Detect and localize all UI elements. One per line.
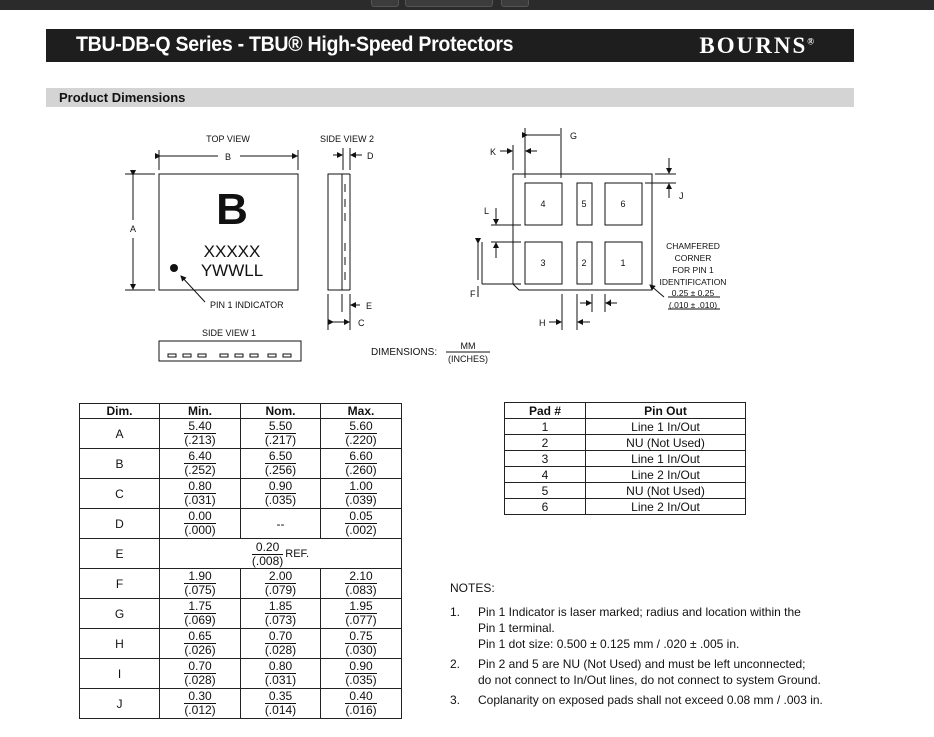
- svg-text:L: L: [484, 206, 490, 216]
- side-view-2-label: SIDE VIEW 2: [319, 134, 375, 144]
- marking-line-1: XXXXX: [203, 242, 261, 261]
- dimension-value: $\frac{6.40}{(.252)}$: [184, 449, 216, 477]
- table-row: [80, 479, 402, 509]
- pin-function: NU (Not Used): [586, 435, 746, 451]
- svg-text:1: 1: [620, 258, 626, 268]
- dimension-value: $\frac{0.20}{(.008)}$: [251, 539, 284, 568]
- dimension-value: $\frac{1.85}{(.073)}$: [264, 599, 297, 627]
- pin1-dot: [170, 264, 178, 272]
- max-value: [321, 689, 402, 719]
- max-value: [321, 659, 402, 689]
- document-title: TBU-DB-Q Series - TBU® High-Speed Protectors: [76, 33, 514, 56]
- dimension-value: $\frac{5.60}{(.220)}$: [345, 419, 377, 447]
- table-row: [505, 499, 746, 515]
- svg-text:I: I: [609, 298, 612, 308]
- min-value: [160, 629, 241, 659]
- dim-letter: J: [80, 689, 160, 719]
- dimension-value: $\frac{5.50}{(.217)}$: [264, 419, 297, 447]
- min-value: [160, 659, 241, 689]
- dimension-value: $\frac{0.65}{(.026)}$: [184, 629, 216, 657]
- svg-text:FOR PIN 1: FOR PIN 1: [672, 265, 714, 275]
- dimension-value: $\frac{0.70}{(.028)}$: [184, 659, 216, 687]
- min-value: [160, 569, 241, 599]
- dimension-value: $\frac{5.40}{(.213)}$: [184, 419, 216, 447]
- table-row: [80, 659, 402, 689]
- nom-value: [241, 659, 321, 689]
- svg-text:D: D: [367, 151, 374, 161]
- dimension-value: $\frac{0.90}{(.035)}$: [264, 479, 297, 507]
- dim-letter: I: [80, 659, 160, 689]
- note-item: 1. Pin 1 Indicator is laser marked; radius and location within the Pin 1 terminal. Pin 1 dot size: 0.500 ± 0.125 mm / .020 ± .005 in.: [450, 605, 801, 651]
- nom-value: [241, 629, 321, 659]
- table-row: [505, 435, 746, 451]
- svg-text:3: 3: [540, 258, 546, 268]
- notes: [450, 580, 870, 712]
- note-item: 2. Pin 2 and 5 are NU (Not Used) and must be left unconnected; do not connect to In/Out lines, do not connect to system Ground.: [450, 657, 821, 687]
- dimension-value: $\frac{1.90}{(.075)}$: [184, 569, 216, 597]
- dimensions-table: [79, 403, 402, 719]
- dim-letter: E: [80, 539, 160, 569]
- table-row: [80, 509, 402, 539]
- bourns-b-logo: B: [216, 185, 248, 234]
- nom-value: [241, 419, 321, 449]
- table-row: [80, 569, 402, 599]
- pin-function: Line 2 In/Out: [586, 467, 746, 483]
- dim-letter: G: [80, 599, 160, 629]
- dim-letter: H: [80, 629, 160, 659]
- pad-number: 2: [505, 435, 586, 451]
- table-row: [80, 419, 402, 449]
- dim-header: Dim.: [80, 404, 160, 419]
- max-value: [321, 599, 402, 629]
- section-title: Product Dimensions: [59, 90, 186, 105]
- dim-letter: C: [80, 479, 160, 509]
- dim-letter: D: [80, 509, 160, 539]
- chamfer-note: CHAMFERED: [666, 241, 720, 251]
- pinout-table: [504, 402, 746, 515]
- svg-text:6: 6: [620, 199, 626, 209]
- min-value: [160, 479, 241, 509]
- max-value: [321, 629, 402, 659]
- table-row: [505, 467, 746, 483]
- table-row: [80, 629, 402, 659]
- table-row: [80, 689, 402, 719]
- table-row: [505, 483, 746, 499]
- dimension-value: $\frac{1.95}{(.077)}$: [345, 599, 377, 627]
- table-row: [505, 451, 746, 467]
- dimension-value: $\frac{2.00}{(.079)}$: [264, 569, 297, 597]
- dimension-value: $\frac{1.75}{(.069)}$: [184, 599, 216, 627]
- nom-value: [241, 479, 321, 509]
- notes-heading: NOTES:: [450, 581, 495, 595]
- svg-text:F: F: [470, 289, 476, 299]
- nom-value: [241, 449, 321, 479]
- reference-value: $\frac{0.20}{(.008)}$ REF.: [160, 539, 402, 569]
- table-row: [505, 419, 746, 435]
- bourns-logo: BOURNS®: [699, 33, 814, 58]
- svg-text:(.010 ± .010): (.010 ± .010): [668, 300, 718, 310]
- dimension-value: $\frac{0.90}{(.035)}$: [345, 659, 377, 687]
- max-value: [321, 419, 402, 449]
- min-value: [160, 599, 241, 629]
- svg-text:J: J: [679, 191, 684, 201]
- nom-value: [241, 599, 321, 629]
- dimension-value: $\frac{0.30}{(.012)}$: [184, 689, 216, 717]
- svg-text:H: H: [539, 318, 546, 328]
- pin-function: Line 1 In/Out: [586, 419, 746, 435]
- min-value: [160, 509, 241, 539]
- max-header: Max.: [321, 404, 402, 419]
- svg-text:K: K: [490, 147, 497, 157]
- pin-function: Line 1 In/Out: [586, 451, 746, 467]
- svg-text:IDENTIFICATION: IDENTIFICATION: [659, 277, 727, 287]
- nom-value: [241, 569, 321, 599]
- dimension-value: $\frac{0.80}{(.031)}$: [264, 659, 297, 687]
- min-value: [160, 419, 241, 449]
- svg-text:C: C: [358, 318, 365, 328]
- pad-number: 6: [505, 499, 586, 515]
- dimension-value: $\frac{0.05}{(.002)}$: [345, 509, 377, 537]
- pad-header: Pad #: [505, 403, 586, 419]
- svg-text:G: G: [570, 131, 578, 141]
- svg-text:A: A: [129, 224, 137, 234]
- max-value: [321, 509, 402, 539]
- dimension-value: $\frac{0.00}{(.000)}$: [184, 509, 216, 537]
- dim-letter: A: [80, 419, 160, 449]
- dimension-value: $\frac{2.10}{(.083)}$: [345, 569, 377, 597]
- pad-number: 3: [505, 451, 586, 467]
- dimension-value: $\frac{6.50}{(.256)}$: [264, 449, 297, 477]
- svg-text:MM: MM: [460, 341, 476, 351]
- svg-text:5: 5: [581, 199, 587, 209]
- pad-number: 1: [505, 419, 586, 435]
- pad-number: 4: [505, 467, 586, 483]
- svg-text:B: B: [224, 152, 232, 162]
- pin1-indicator-label: PIN 1 INDICATOR: [210, 300, 284, 310]
- dimension-value: $\frac{0.35}{(.014)}$: [264, 689, 297, 717]
- nom-value: [241, 689, 321, 719]
- min-value: [160, 689, 241, 719]
- pin-function: Line 2 In/Out: [586, 499, 746, 515]
- svg-text:(INCHES): (INCHES): [448, 354, 488, 364]
- dimension-value: $\frac{1.00}{(.039)}$: [345, 479, 377, 507]
- max-value: [321, 569, 402, 599]
- pin-function: NU (Not Used): [586, 483, 746, 499]
- dim-letter: F: [80, 569, 160, 599]
- table-row: [80, 599, 402, 629]
- dim-letter: B: [80, 449, 160, 479]
- marking-line-2: YWWLL: [200, 261, 264, 280]
- pinout-header: Pin Out: [586, 403, 746, 419]
- note-item: 3. Coplanarity on exposed pads shall not exceed 0.08 mm / .003 in.: [450, 693, 823, 707]
- dimension-value: $\frac{0.70}{(.028)}$: [264, 629, 297, 657]
- dimension-value: $\frac{0.80}{(.031)}$: [184, 479, 216, 507]
- dimension-value: $\frac{0.40}{(.016)}$: [345, 689, 377, 717]
- pad-number: 5: [505, 483, 586, 499]
- dimensions-label: DIMENSIONS:: [371, 347, 438, 358]
- bottom-view-package: [513, 174, 652, 290]
- side-view-2-package: [328, 174, 342, 290]
- svg-text:0.25 ± 0.25: 0.25 ± 0.25: [671, 288, 715, 298]
- side-view-1-label: SIDE VIEW 1: [201, 328, 257, 338]
- nom-header: Nom.: [241, 404, 321, 419]
- svg-text:E: E: [366, 301, 373, 311]
- svg-text:4: 4: [540, 199, 546, 209]
- dimension-value: $\frac{6.60}{(.260)}$: [345, 449, 377, 477]
- nom-value: --: [241, 509, 321, 539]
- table-row: [80, 539, 402, 569]
- max-value: [321, 449, 402, 479]
- max-value: [321, 479, 402, 509]
- top-view-label: TOP VIEW: [206, 134, 250, 144]
- dimension-value: $\frac{0.75}{(.030)}$: [345, 629, 377, 657]
- svg-text:2: 2: [581, 258, 587, 268]
- table-row: [80, 449, 402, 479]
- svg-text:CORNER: CORNER: [674, 253, 712, 263]
- min-value: [160, 449, 241, 479]
- side-view-1-package: [159, 341, 301, 361]
- min-header: Min.: [160, 404, 241, 419]
